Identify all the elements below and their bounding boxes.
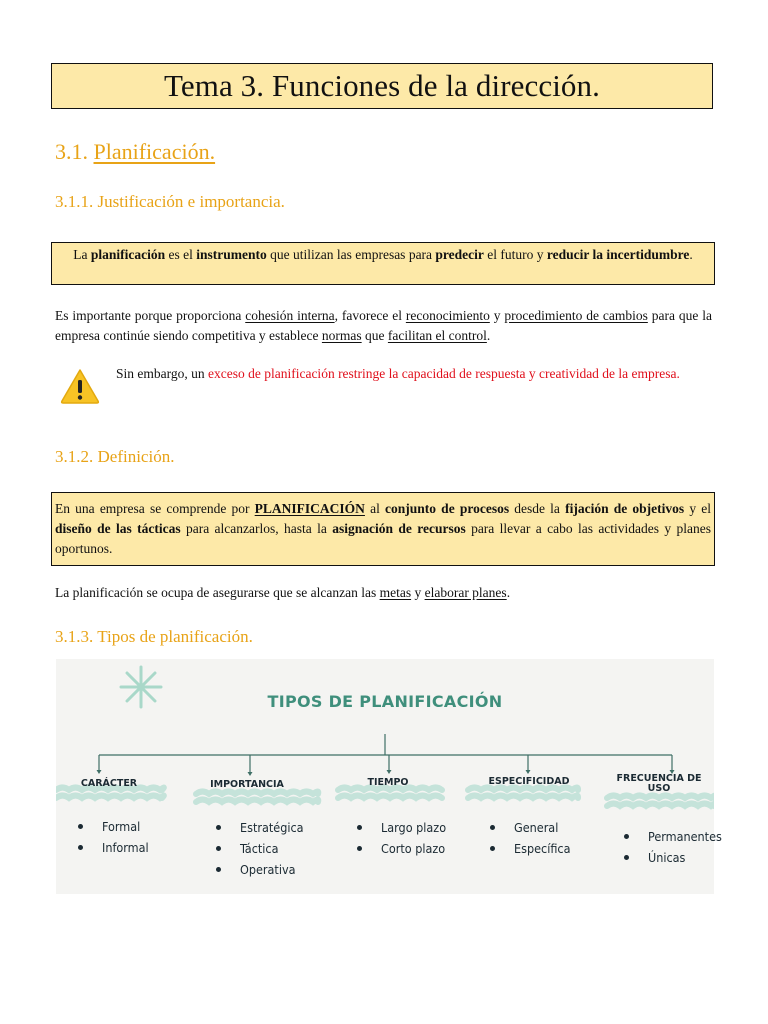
bullet-icon bbox=[490, 825, 495, 830]
category-items-list bbox=[490, 817, 571, 859]
definition-box-planificacion bbox=[51, 492, 715, 566]
para1-underlined: facilitan el control bbox=[387, 328, 487, 343]
warning-text-normal: Sin embargo, un bbox=[116, 366, 208, 381]
para2-text: y bbox=[411, 585, 425, 600]
wave-stripe bbox=[56, 796, 164, 799]
para2-underlined: metas bbox=[379, 585, 412, 600]
box1-bold: predecir bbox=[435, 247, 484, 262]
para1-text: Es importante porque proporciona bbox=[55, 308, 246, 323]
para1-underlined: reconocimiento bbox=[405, 308, 490, 323]
subsection-heading-definicion: 3.1.2. Definición. bbox=[55, 447, 175, 466]
para1-text: , favorece el bbox=[334, 308, 406, 323]
box2-bold: fijación de objetivos bbox=[565, 501, 685, 516]
para2-text: . bbox=[506, 585, 511, 600]
bullet-icon bbox=[624, 834, 629, 839]
list-item-text: Corto plazo bbox=[381, 841, 446, 856]
list-item-text: Estratégica bbox=[240, 820, 304, 835]
para2-underlined: elaborar planes bbox=[424, 585, 507, 600]
box2-bold: diseño de las tácticas bbox=[55, 521, 181, 536]
bullet-icon bbox=[624, 855, 629, 860]
list-item-text: Específica bbox=[514, 841, 571, 856]
bullet-icon bbox=[78, 824, 83, 829]
box1-bold: reducir la incertidumbre bbox=[546, 247, 690, 262]
box1-text: es el bbox=[165, 247, 197, 262]
definition-box-instrumento bbox=[51, 242, 715, 285]
list-item bbox=[216, 859, 304, 880]
bullet-icon bbox=[216, 846, 221, 851]
importance-paragraph bbox=[55, 306, 712, 346]
list-item bbox=[490, 838, 571, 859]
section-label: Planificación. bbox=[93, 139, 216, 164]
list-item-text: Informal bbox=[102, 840, 149, 855]
list-item bbox=[357, 838, 446, 859]
diagram-arrowheads bbox=[97, 770, 675, 776]
list-item-text: Formal bbox=[102, 819, 141, 834]
category-label: CARÁCTER bbox=[80, 778, 138, 789]
bullet-icon bbox=[216, 825, 221, 830]
list-item bbox=[357, 817, 446, 838]
subsection-heading-justificacion: 3.1.1. Justificación e importancia. bbox=[55, 192, 285, 211]
box2-text: En una empresa se comprende por bbox=[55, 501, 255, 516]
wave-stripe bbox=[196, 800, 318, 803]
box1-text: el futuro y bbox=[483, 247, 547, 262]
list-item-text: Permanentes bbox=[648, 829, 722, 844]
wave-stripe bbox=[607, 796, 714, 799]
bullet-icon bbox=[216, 867, 221, 872]
box1-text: La bbox=[73, 247, 91, 262]
list-item-text: Táctica bbox=[240, 841, 279, 856]
box2-text: para llevar a cabo las actividades y planes oportunos. bbox=[55, 521, 712, 556]
list-item bbox=[216, 817, 304, 838]
category-items-list bbox=[216, 817, 304, 880]
bullet-icon bbox=[78, 845, 83, 850]
list-item bbox=[78, 837, 149, 858]
box1-text: que utilizan las empresas para bbox=[266, 247, 436, 262]
category-label: IMPORTANCIA bbox=[210, 779, 284, 790]
list-item-text: Únicas bbox=[648, 850, 686, 865]
box2-bold: conjunto de procesos bbox=[385, 501, 510, 516]
warning-icon bbox=[60, 368, 100, 404]
box1-text: . bbox=[689, 247, 693, 262]
category-label: FRECUENCIA DE USO bbox=[616, 773, 702, 794]
bullet-icon bbox=[357, 846, 362, 851]
box2-text: y el bbox=[684, 501, 711, 516]
box1-bold: planificación bbox=[90, 247, 166, 262]
list-item bbox=[624, 826, 722, 847]
para1-text: y bbox=[489, 308, 505, 323]
para1-underlined: cohesión interna bbox=[245, 308, 335, 323]
warning-text-red: exceso de planificación restringe la capacidad de respuesta y creatividad de la empresa. bbox=[208, 366, 680, 381]
wave-stripe bbox=[468, 788, 578, 791]
category-items-list bbox=[624, 826, 722, 868]
page-title bbox=[51, 63, 713, 109]
box2-text: al bbox=[364, 501, 386, 516]
list-item bbox=[216, 838, 304, 859]
planning-types-diagram bbox=[56, 659, 722, 894]
wave-stripe bbox=[607, 804, 714, 807]
section-number: 3.1. bbox=[55, 139, 88, 164]
category-items-list bbox=[357, 817, 446, 859]
category-items-list bbox=[78, 816, 149, 858]
para1-text: . bbox=[486, 328, 491, 343]
list-item-text: Operativa bbox=[240, 862, 296, 877]
box1-bold: instrumento bbox=[196, 247, 267, 262]
para1-underlined: normas bbox=[321, 328, 362, 343]
list-item-text: General bbox=[514, 820, 559, 835]
wave-stripe bbox=[468, 796, 578, 799]
category-label: TIEMPO bbox=[367, 777, 409, 788]
subsection-heading-tipos: 3.1.3. Tipos de planificación. bbox=[55, 627, 253, 646]
para1-text: que bbox=[361, 328, 388, 343]
bullet-icon bbox=[357, 825, 362, 830]
box2-text: para alcanzarlos, hasta la bbox=[180, 521, 333, 536]
box2-bold: asignación de recursos bbox=[332, 521, 466, 536]
section-heading bbox=[55, 139, 215, 165]
warning-text bbox=[116, 364, 712, 384]
diagram-connectors bbox=[99, 734, 672, 773]
page-title-text: Tema 3. Funciones de la dirección. bbox=[164, 68, 600, 103]
list-item bbox=[624, 847, 722, 868]
wave-stripe bbox=[338, 796, 442, 799]
bullet-icon bbox=[490, 846, 495, 851]
box2-bold: PLANIFICACIÓN bbox=[254, 501, 365, 516]
list-item-text: Largo plazo bbox=[381, 820, 447, 835]
wave-stripe bbox=[196, 792, 318, 795]
goals-paragraph bbox=[55, 583, 712, 603]
category-label: ESPECIFICIDAD bbox=[488, 776, 570, 787]
para1-underlined: procedimiento de cambios bbox=[504, 308, 648, 323]
list-item bbox=[490, 817, 571, 838]
para2-text: La planificación se ocupa de asegurarse que se alcanzan las bbox=[55, 585, 380, 600]
para1-text: para que la empresa continúe siendo competitiva y establece bbox=[55, 308, 712, 343]
box2-text: desde la bbox=[509, 501, 566, 516]
diagram-title: TIPOS DE PLANIFICACIÓN bbox=[267, 692, 503, 711]
list-item bbox=[78, 816, 149, 837]
